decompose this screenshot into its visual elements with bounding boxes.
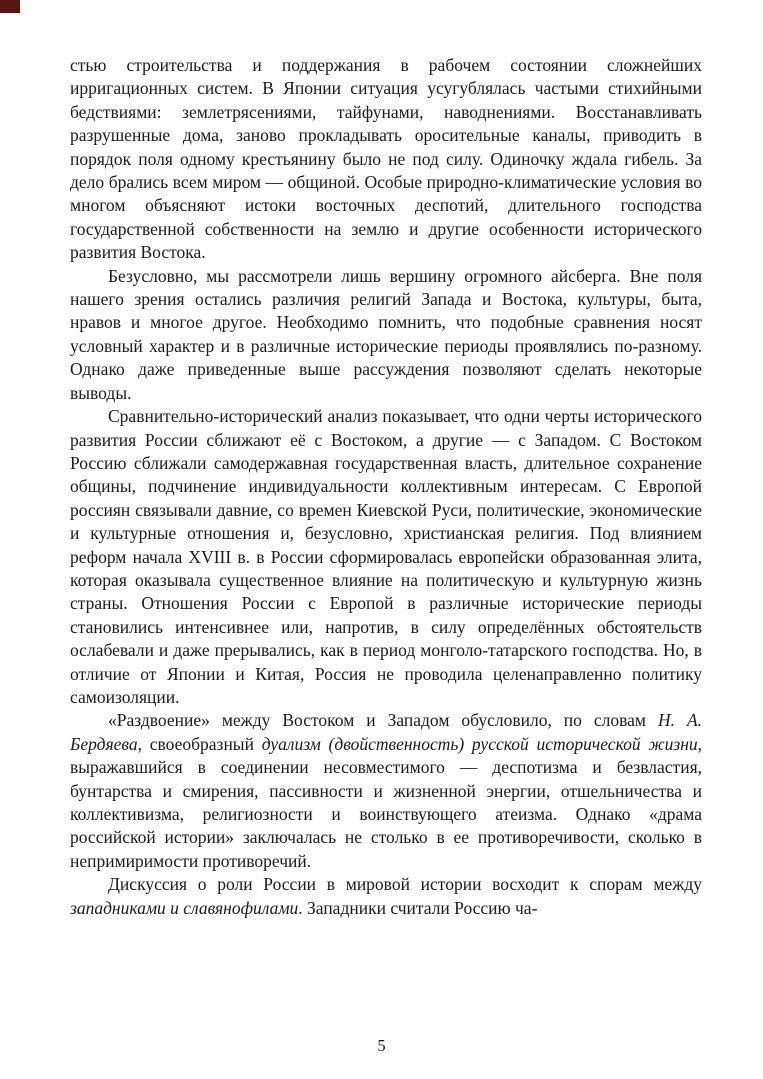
page-number: 5 bbox=[377, 1036, 386, 1055]
italic-text-run: дуализм (двойственность) русской исторической жизни bbox=[261, 733, 698, 754]
paragraph bbox=[70, 265, 702, 405]
text-run: стью строительства и поддержания в рабочем состоянии сложнейших ирригационных систем. В Японии ситуация усугублялась частыми стихийными бедствиями: землетрясениями, тайфунами, наводнениями. Восстанавливать разрушенные дома, заново прокладывать оросительные каналы, приводить в порядок поля одному крестьянину было не под силу. Одиночку ждала гибель. За дело брались всем миром — общиной. Особые природно-климатические условия во многом объясняют истоки восточных деспотий, длительного господства государственной собственности на землю и другие особенности исторического развития Востока. bbox=[70, 55, 702, 263]
italic-text-run: Н. А. Бердяева bbox=[70, 710, 703, 754]
text-run: Безусловно, мы рассмотрели лишь вершину огромного айсберга. Вне поля нашего зрения остались различия религий Запада и Востока, культуры, быта, нравов и многое другое. Необходимо помнить, что подобные сравнения носят условный характер и в различные исторические периоды проявлялись по-разному. Однако даже приведенные выше рассуждения позволяют сделать некоторые выводы. bbox=[70, 265, 702, 403]
text-run: Сравнительно-исторический анализ показывает, что одни черты исторического развития России сближают её с Востоком, а другие — с Западом. С Востоком Россию сближали самодержавная государственная власть, длительное сохранение общины, подчинение индивидуальности коллективным интересам. С Европой россиян связывали давние, со времен Киевской Руси, политические, экономические и культурные отношения и, безусловно, христианская религия. Под влиянием реформ начала XVIII в. в России сформировалась европейски образованная элита, которая оказывала существенное влияние на политическую и культурную жизнь страны. Отношения России с Европой в различные исторические периоды становились интенсивнее или, напротив, в силу определённых обстоятельств ослабевали и даже прерывались, как в период монголо-татарского господства. Но, в отличие от Японии и Китая, Россия не проводила целенаправленно политику самоизоляции. bbox=[70, 406, 702, 707]
text-run: , выражавшийся в соединении несовместимого — деспотизма и безвластия, бунтарства и смирения, пассивности и жизненной энергии, отшельничества и коллективизма, религиозности и воинствующего атеизма. Однако «драма российской истории» заключалась не столько в ее противоречивости, сколько в непримиримости противоречий. bbox=[70, 733, 702, 871]
text-run: , своеобразный bbox=[137, 733, 262, 754]
scan-corner-artifact bbox=[0, 0, 20, 13]
text-run: Дискуссия о роли России в мировой истории восходит к спорам между bbox=[108, 874, 702, 895]
paragraph bbox=[70, 54, 702, 265]
body-text-block bbox=[70, 54, 702, 920]
text-run: «Раздвоение» между Востоком и Западом обусловило, по словам bbox=[108, 710, 658, 731]
paragraph bbox=[70, 405, 702, 709]
italic-text-run: западниками и славянофилами bbox=[70, 897, 299, 918]
paragraph bbox=[70, 709, 702, 873]
paragraph bbox=[70, 873, 702, 920]
text-run: . Западники считали Россию ча- bbox=[298, 897, 538, 918]
